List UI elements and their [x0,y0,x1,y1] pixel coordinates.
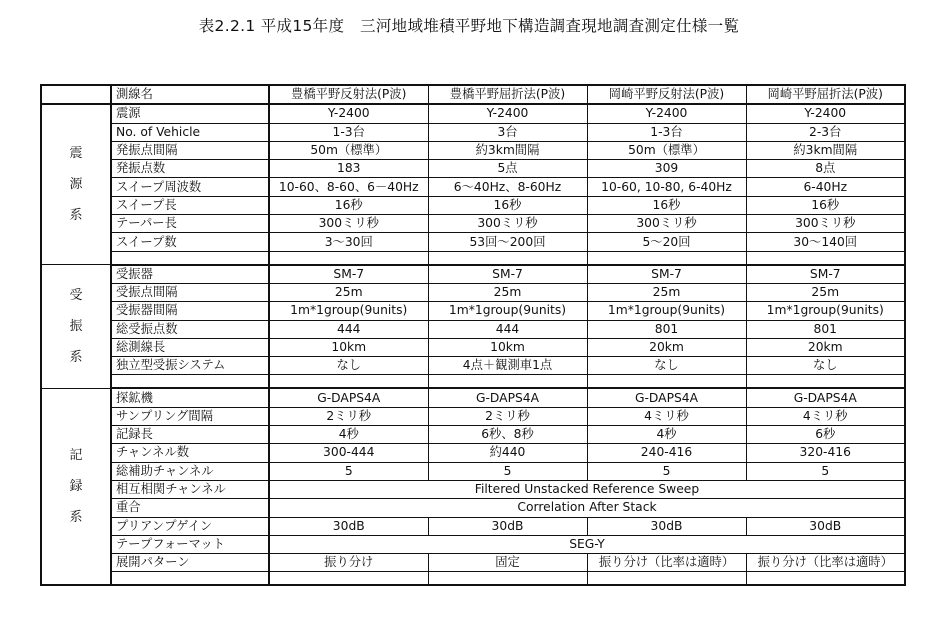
receiver-item-label: 受振器間隔 [111,302,269,320]
recording-merged-value: Filtered Unstacked Reference Sweep [269,480,905,498]
recording-row [41,407,905,425]
receiver-item-label: 総受振点数 [111,320,269,338]
receiver-value-cell: 20km [746,338,905,356]
receiver-item-label: 受振器 [111,265,269,284]
source-row [41,178,905,196]
recording-value-cell: G-DAPS4A [269,388,428,407]
recording-item-label: 総補助チャンネル [111,462,269,480]
header-col-4: 岡崎平野屈折法(P波) [746,85,905,104]
source-value-cell: 53回～200回 [428,233,587,251]
recording-row [41,426,905,444]
recording-row [41,499,905,517]
recording-value-cell: 2ミリ秒 [269,407,428,425]
recording-value-cell: 4ミリ秒 [587,407,746,425]
recording-item-label: テープフォーマット [111,535,269,553]
source-item-label: 発振点間隔 [111,141,269,159]
recording-value-cell: 振り分け（比率は適時） [746,554,905,572]
recording-value-cell: 6秒 [746,426,905,444]
recording-value-cell: G-DAPS4A [428,388,587,407]
recording-value-cell: 5 [269,462,428,480]
source-value-cell: 2-3台 [746,123,905,141]
source-group-label [41,104,111,264]
recording-row [41,554,905,572]
page-title: 表2.2.1 平成15年度 三河地域堆積平野地下構造調査現地調査測定仕様一覧 [198,17,740,35]
source-value-cell: 5～20回 [587,233,746,251]
receiver-group-char: 受 [69,288,83,304]
receiver-item-label: 独立型受振システム [111,357,269,375]
receiver-value-cell: 801 [587,320,746,338]
header-col-2: 豊橋平野屈折法(P波) [428,85,587,104]
recording-value-cell: 5 [746,462,905,480]
recording-merged-value: SEG-Y [269,535,905,553]
receiver-value-cell: 4点＋観測車1点 [428,357,587,375]
spacer-cell [587,375,746,389]
spacer-cell [269,375,428,389]
source-item-label: スイープ長 [111,196,269,214]
recording-value-cell: 30dB [269,517,428,535]
recording-group-char: 録 [69,479,83,495]
receiver-row [41,357,905,375]
receiver-value-cell: 444 [428,320,587,338]
source-value-cell: 5点 [428,160,587,178]
spacer-cell [111,251,269,265]
receiver-item-label: 受振点間隔 [111,283,269,301]
recording-item-label: 重合 [111,499,269,517]
recording-item-label: サンプリング間隔 [111,407,269,425]
recording-value-cell: 約440 [428,444,587,462]
receiver-row [41,338,905,356]
source-value-cell: 3～30回 [269,233,428,251]
receiver-value-cell: SM-7 [587,265,746,284]
receiver-group-char: 系 [69,350,83,366]
source-item-label: No. of Vehicle [111,123,269,141]
source-value-cell: 309 [587,160,746,178]
receiver-value-cell: 25m [428,283,587,301]
source-group-char: 系 [69,208,83,224]
spacer-cell [587,572,746,586]
source-value-cell: 1-3台 [587,123,746,141]
source-value-cell: 300ミリ秒 [587,215,746,233]
receiver-row [41,302,905,320]
receiver-value-cell: 25m [269,283,428,301]
spacer-cell [428,375,587,389]
header-row [41,85,905,104]
recording-value-cell: 30dB [587,517,746,535]
recording-value-cell: 240-416 [587,444,746,462]
source-value-cell: 3台 [428,123,587,141]
recording-value-cell: 振り分け [269,554,428,572]
source-value-cell: 50m（標準） [587,141,746,159]
recording-value-cell: 30dB [428,517,587,535]
recording-value-cell: G-DAPS4A [587,388,746,407]
source-row [41,196,905,214]
recording-merged-value: Correlation After Stack [269,499,905,517]
receiver-value-cell: 1m*1group(9units) [428,302,587,320]
source-value-cell: 約3km間隔 [428,141,587,159]
source-row [41,160,905,178]
recording-value-cell: 固定 [428,554,587,572]
receiver-value-cell: SM-7 [746,265,905,284]
receiver-group-char: 振 [69,319,83,335]
spacer-cell [746,375,905,389]
source-spacer-row [41,251,905,265]
spacer-cell [746,572,905,586]
source-item-label: スイープ周波数 [111,178,269,196]
source-row [41,141,905,159]
source-value-cell: 30～140回 [746,233,905,251]
recording-value-cell: 4秒 [269,426,428,444]
recording-value-cell: 振り分け（比率は適時） [587,554,746,572]
source-row [41,104,905,123]
receiver-value-cell: 801 [746,320,905,338]
spec-table-body [41,85,905,585]
recording-value-cell: 6秒、8秒 [428,426,587,444]
recording-item-label: 記録長 [111,426,269,444]
receiver-item-label: 総測線長 [111,338,269,356]
source-value-cell: Y-2400 [428,104,587,123]
receiver-value-cell: なし [587,357,746,375]
recording-value-cell: 320-416 [746,444,905,462]
source-row [41,233,905,251]
source-value-cell: 8点 [746,160,905,178]
recording-spacer-row [41,572,905,586]
source-group-char: 源 [69,177,83,193]
spacer-cell [428,251,587,265]
source-value-cell: 300ミリ秒 [269,215,428,233]
source-item-label: 震源 [111,104,269,123]
spacer-cell [587,251,746,265]
recording-row [41,517,905,535]
recording-value-cell: 5 [587,462,746,480]
recording-value-cell: 4ミリ秒 [746,407,905,425]
source-value-cell: Y-2400 [746,104,905,123]
receiver-value-cell: なし [269,357,428,375]
recording-value-cell: 30dB [746,517,905,535]
corner-cell [41,85,111,104]
source-value-cell: 16秒 [587,196,746,214]
header-col-1: 豊橋平野反射法(P波) [269,85,428,104]
recording-value-cell: G-DAPS4A [746,388,905,407]
receiver-value-cell: 25m [746,283,905,301]
source-row [41,215,905,233]
recording-value-cell: 4秒 [587,426,746,444]
source-value-cell: 16秒 [428,196,587,214]
spacer-cell [111,572,269,586]
receiver-value-cell: 20km [587,338,746,356]
source-value-cell: 16秒 [746,196,905,214]
recording-value-cell: 300-444 [269,444,428,462]
source-value-cell: 300ミリ秒 [746,215,905,233]
source-value-cell: 10-60、8-60、6－40Hz [269,178,428,196]
recording-item-label: プリアンプゲイン [111,517,269,535]
spacer-cell [269,251,428,265]
recording-group-char: 系 [69,510,83,526]
source-item-label: 発振点数 [111,160,269,178]
recording-item-label: 探鉱機 [111,388,269,407]
recording-item-label: チャンネル数 [111,444,269,462]
recording-row [41,444,905,462]
spacer-cell [111,375,269,389]
receiver-row [41,320,905,338]
receiver-row [41,283,905,301]
recording-item-label: 展開パターン [111,554,269,572]
receiver-value-cell: 1m*1group(9units) [269,302,428,320]
receiver-value-cell: SM-7 [269,265,428,284]
recording-value-cell: 5 [428,462,587,480]
source-item-label: スイープ数 [111,233,269,251]
source-value-cell: Y-2400 [587,104,746,123]
receiver-value-cell: 1m*1group(9units) [587,302,746,320]
receiver-value-cell: なし [746,357,905,375]
header-item-label: 測線名 [111,85,269,104]
receiver-row [41,265,905,284]
receiver-value-cell: 444 [269,320,428,338]
recording-group-label [41,388,111,585]
source-value-cell: 6-40Hz [746,178,905,196]
recording-row [41,535,905,553]
recording-row [41,388,905,407]
recording-value-cell: 2ミリ秒 [428,407,587,425]
source-value-cell: 6～40Hz、8-60Hz [428,178,587,196]
source-value-cell: 1-3台 [269,123,428,141]
receiver-value-cell: 1m*1group(9units) [746,302,905,320]
source-value-cell: 10-60, 10-80, 6-40Hz [587,178,746,196]
receiver-spacer-row [41,375,905,389]
spec-table [40,84,906,586]
spacer-cell [269,572,428,586]
source-value-cell: 16秒 [269,196,428,214]
header-col-3: 岡崎平野反射法(P波) [587,85,746,104]
receiver-value-cell: 10km [269,338,428,356]
source-group-char: 震 [69,146,83,162]
recording-row [41,462,905,480]
receiver-value-cell: 10km [428,338,587,356]
source-row [41,123,905,141]
source-value-cell: 183 [269,160,428,178]
recording-item-label: 相互相関チャンネル [111,480,269,498]
spacer-cell [428,572,587,586]
recording-row [41,480,905,498]
source-value-cell: Y-2400 [269,104,428,123]
source-value-cell: 約3km間隔 [746,141,905,159]
receiver-value-cell: 25m [587,283,746,301]
spacer-cell [746,251,905,265]
receiver-value-cell: SM-7 [428,265,587,284]
source-value-cell: 50m（標準） [269,141,428,159]
source-item-label: テーパー長 [111,215,269,233]
source-value-cell: 300ミリ秒 [428,215,587,233]
receiver-group-label [41,265,111,389]
recording-group-char: 記 [69,448,83,464]
